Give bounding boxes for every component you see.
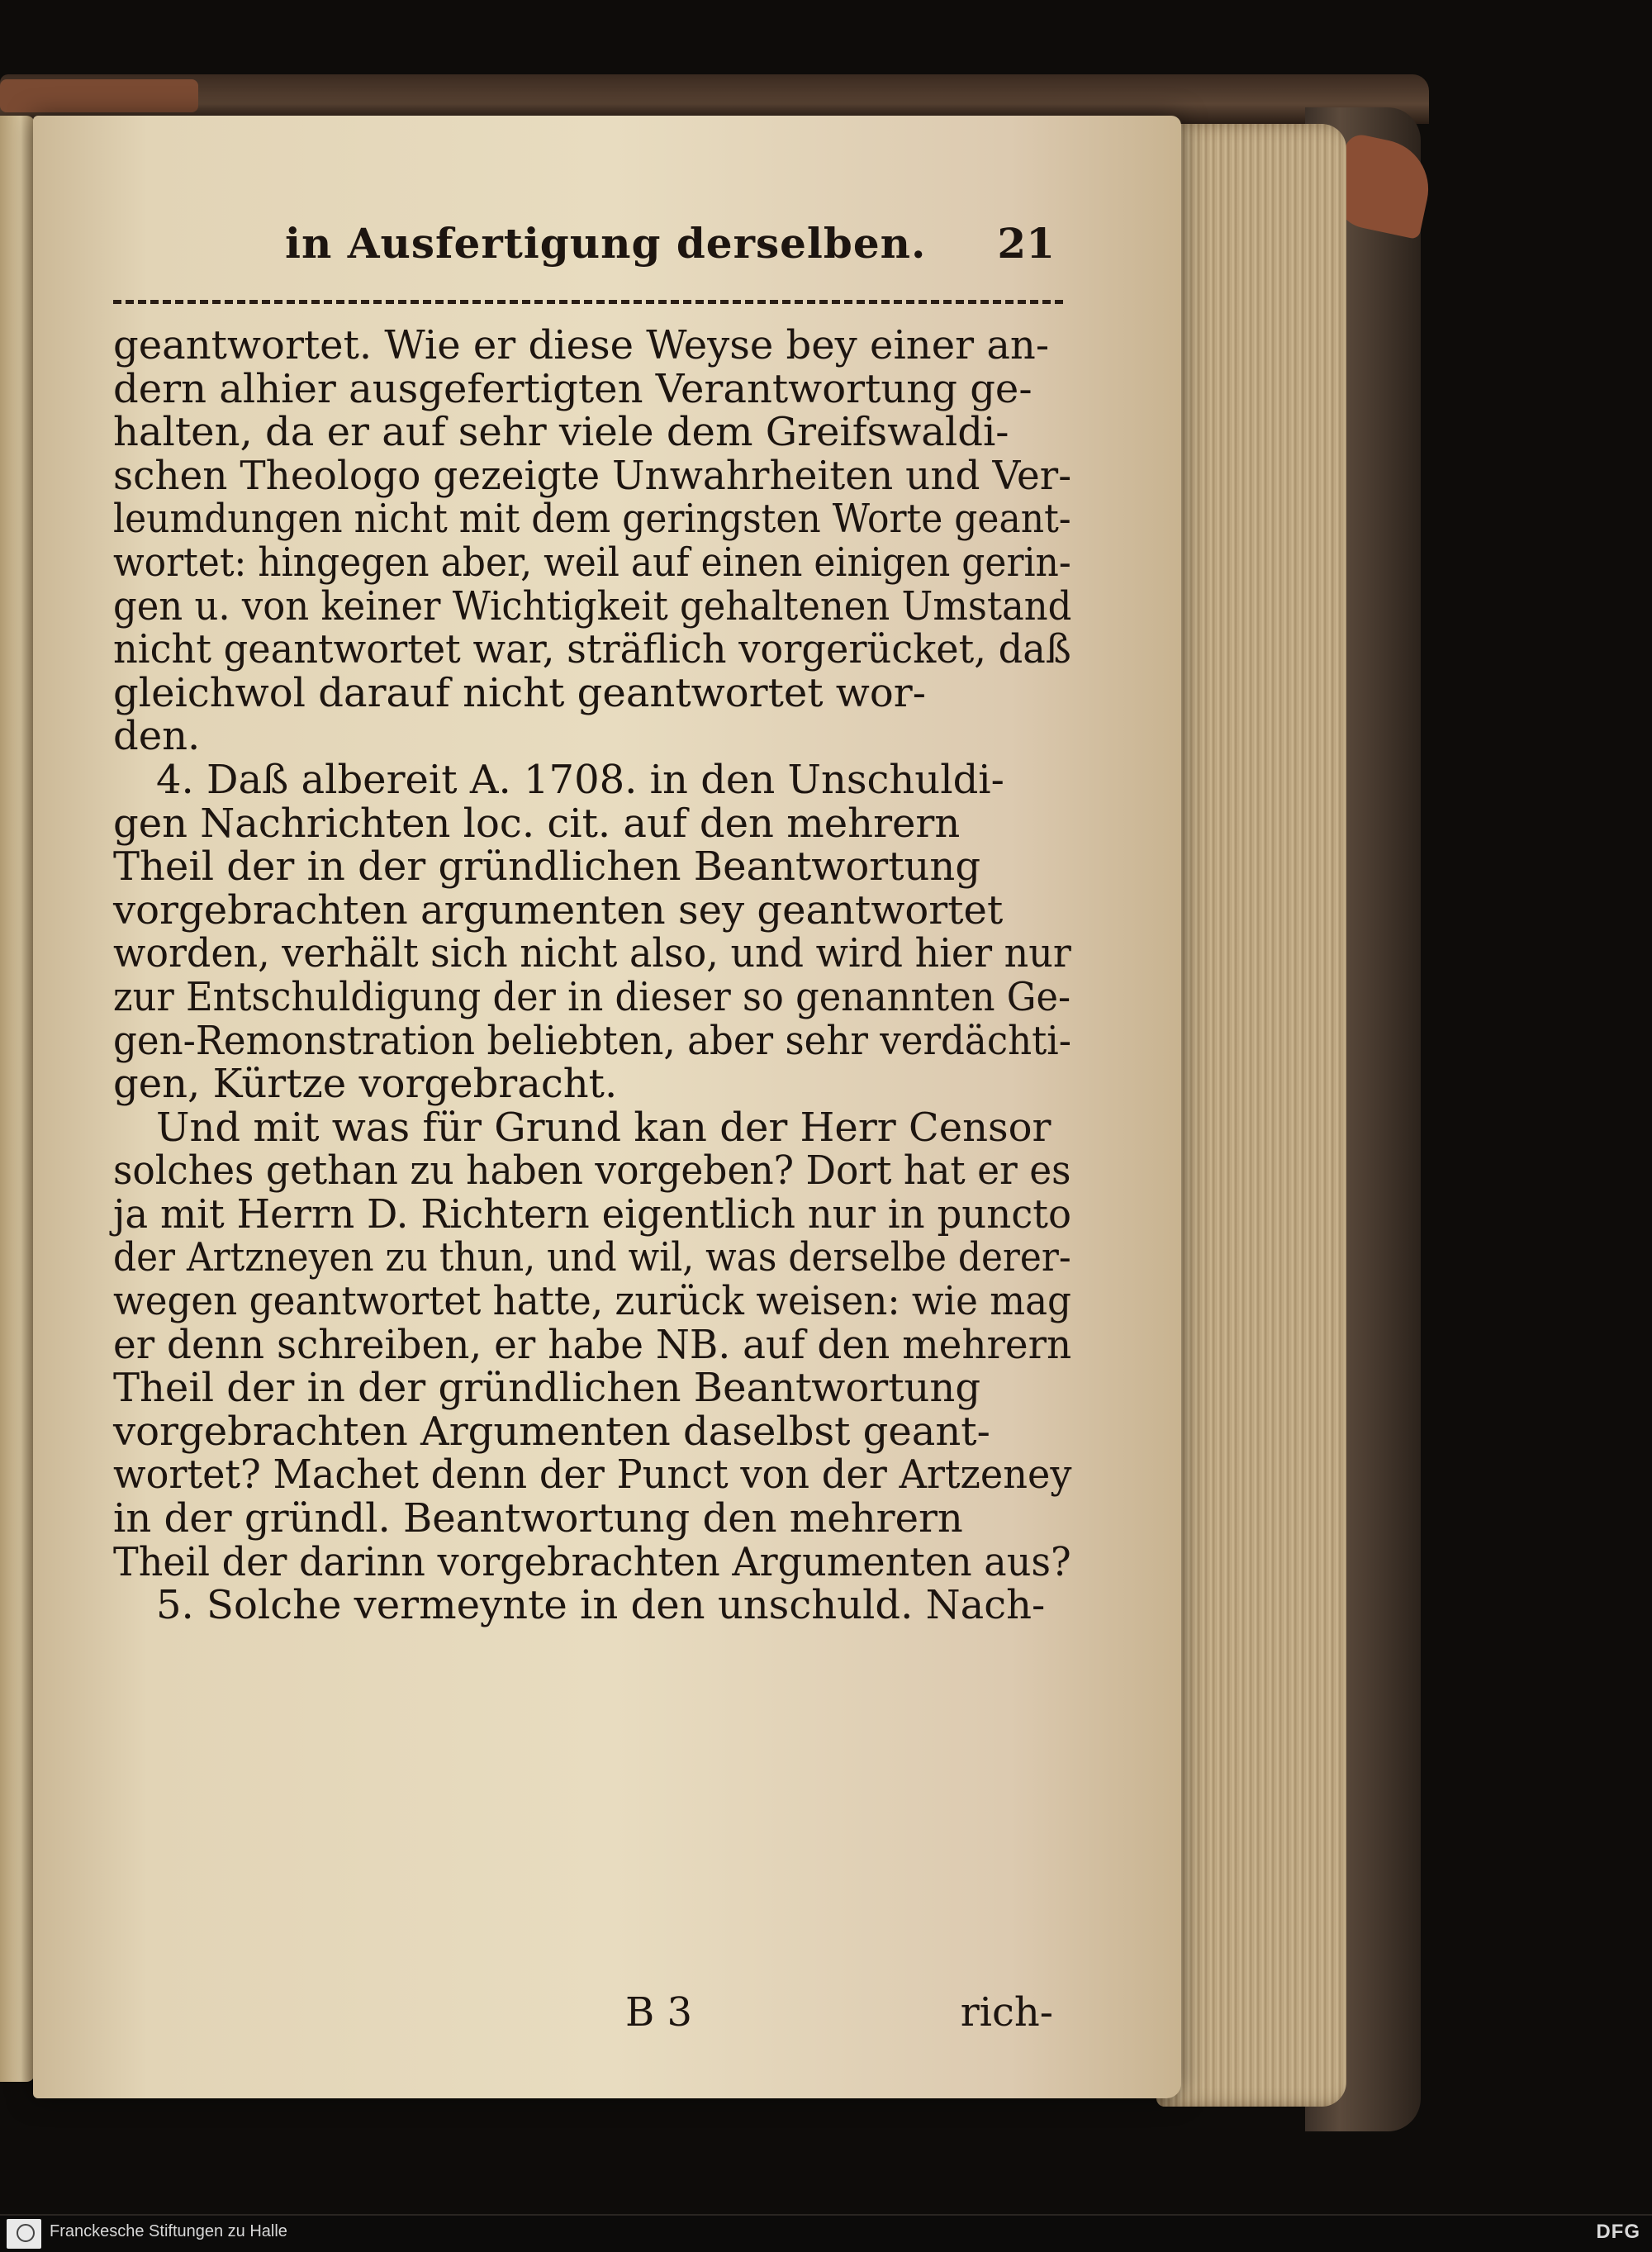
page-text-block	[78, 116, 1078, 2098]
institution-logo-icon	[7, 2219, 41, 2249]
text-line: Theil der in der gründlichen Beantwortung	[113, 843, 981, 891]
text-line: nicht geantwortet war, sträflich vorgerücket, daß	[113, 626, 1071, 673]
text-line: gleichwol darauf nicht geantwortet wor-	[113, 669, 926, 716]
text-line: gen-Remonstration beliebten, aber sehr verdächti-	[113, 1017, 1071, 1064]
text-line: worden, verhält sich nicht also, und wird hier nur	[113, 930, 1071, 977]
text-line: dern alhier ausgefertigten Verantwortung ge-	[113, 365, 1032, 412]
text-line: gen, Kürtze vorgebracht.	[113, 1061, 618, 1108]
text-line: Theil der in der gründlichen Beantwortung	[113, 1365, 981, 1412]
book-page	[33, 116, 1181, 2098]
running-head-title: in Ausfertigung derselben.	[285, 219, 927, 268]
text-line: wortet? Machet denn der Punct von der Artzeney	[113, 1451, 1072, 1499]
page-foot	[113, 1989, 1071, 2039]
text-line: er denn schreiben, er habe NB. auf den mehrern	[113, 1321, 1072, 1368]
text-line: 4. Daß albereit A. 1708. in den Unschuldi-	[156, 756, 1004, 803]
text-line: gen Nachrichten loc. cit. auf den mehrern	[113, 800, 961, 847]
text-line: wegen geantwortet hatte, zurück weisen: wie mag	[113, 1278, 1072, 1325]
page-number: 21	[997, 219, 1055, 268]
text-line: wortet: hingegen aber, weil auf einen einigen gerin-	[113, 539, 1071, 586]
footer-institution: Franckesche Stiftungen zu Halle	[50, 2222, 287, 2240]
head-rule	[113, 300, 1063, 304]
text-line: vorgebrachten Argumenten daselbst geant-	[113, 1408, 990, 1455]
facing-page-sliver	[0, 116, 35, 2082]
catchword: rich-	[960, 1989, 1053, 2036]
cover-damage-left	[0, 79, 198, 112]
text-line: Theil der darinn vorgebrachten Argumenten aus?	[113, 1538, 1071, 1585]
footer-bar	[0, 2214, 1652, 2252]
dfg-badge: DFG	[1596, 2221, 1640, 2243]
text-line: ja mit Herrn D. Richtern eigentlich nur in puncto	[113, 1190, 1072, 1238]
text-line: halten, da er auf sehr viele dem Greifswaldi-	[113, 409, 1009, 456]
text-line: 5. Solche vermeynte in den unschuld. Nach-	[156, 1582, 1046, 1629]
text-line: leumdungen nicht mit dem geringsten Worte geant-	[113, 496, 1071, 543]
signature-mark: B 3	[625, 1989, 693, 2036]
text-line: in der gründl. Beantwortung den mehrern	[113, 1495, 963, 1542]
page-fore-edge	[1156, 124, 1346, 2107]
running-head	[78, 219, 1078, 285]
body-text	[113, 324, 1071, 1627]
text-line: gen u. von keiner Wichtigkeit gehaltenen Umstand	[113, 582, 1072, 630]
text-line: vorgebrachten argumenten sey geantwortet	[113, 886, 1004, 934]
text-line: der Artzneyen zu thun, und wil, was derselbe derer-	[113, 1234, 1071, 1281]
text-line: solches gethan zu haben vorgeben? Dort hat er es	[113, 1147, 1071, 1195]
text-line: den.	[113, 713, 201, 760]
text-line: Und mit was für Grund kan der Herr Censor	[156, 1104, 1051, 1151]
text-line: geantwortet. Wie er diese Weyse bey einer an-	[113, 322, 1050, 368]
text-line: schen Theologo gezeigte Unwahrheiten und Ver-	[113, 452, 1072, 499]
text-line: zur Entschuldigung der in dieser so genannten Ge-	[113, 973, 1071, 1020]
